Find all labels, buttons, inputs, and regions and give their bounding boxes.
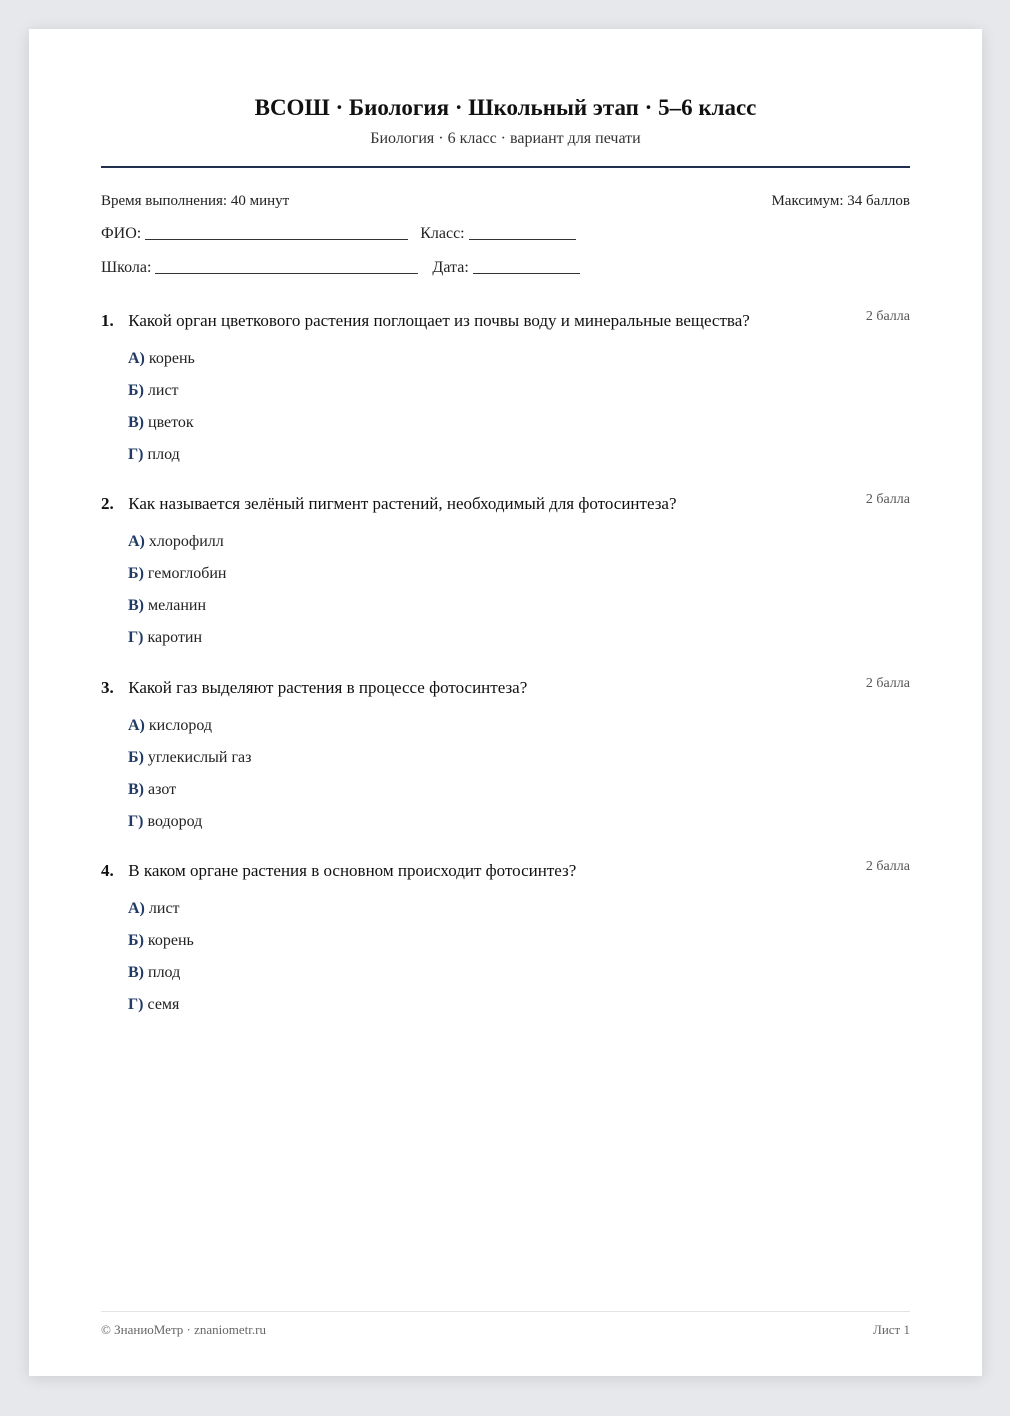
question-3: [101, 676, 910, 830]
footer-sheet-number: Лист 1: [873, 1322, 910, 1337]
question-header: [101, 494, 910, 518]
answer-option-c[interactable]: [128, 780, 251, 812]
option-letter: Б): [128, 382, 144, 399]
question-points: 2 балла: [865, 859, 910, 874]
answer-option-d[interactable]: [128, 628, 226, 660]
answer-option-d[interactable]: [128, 812, 251, 844]
question-4: [101, 859, 910, 1013]
question-number: 2.: [101, 494, 114, 513]
answer-option-b[interactable]: [128, 748, 251, 780]
question-text: Как называется зелёный пигмент растений, необходимый для фотосинтеза?: [128, 494, 677, 513]
answer-option-c[interactable]: [128, 413, 195, 445]
option-text: меланин: [148, 597, 206, 614]
question-2: [101, 492, 910, 646]
footer-divider: [101, 1311, 910, 1312]
date-label: Дата:: [432, 259, 469, 276]
answer-option-d[interactable]: [128, 445, 195, 477]
school-label: Школа:: [101, 259, 152, 276]
answer-option-a[interactable]: [128, 716, 251, 748]
question-points: 2 балла: [865, 309, 910, 324]
school-blank: [155, 272, 418, 274]
time-limit: Время выполнения: 40 минут: [101, 193, 290, 209]
answer-option-b[interactable]: [128, 931, 194, 963]
printable-sheet: [29, 29, 982, 1376]
page-subtitle: Биология · 6 класс · вариант для печати: [370, 130, 641, 147]
question-number: 4.: [101, 861, 114, 880]
option-text: лист: [147, 382, 179, 399]
option-letter: Г): [128, 446, 144, 463]
option-text: водород: [147, 813, 203, 830]
answer-options: [128, 899, 194, 1027]
option-letter: Г): [128, 629, 144, 646]
option-letter: В): [128, 597, 144, 614]
answer-option-a[interactable]: [128, 899, 194, 931]
fields-row-school-date: [101, 259, 580, 277]
fio-blank: [145, 238, 408, 240]
option-text: каротин: [147, 629, 203, 646]
question-number: 1.: [101, 311, 114, 330]
option-letter: Б): [128, 565, 144, 582]
date-blank: [473, 272, 580, 274]
class-label: Класс:: [420, 225, 465, 242]
question-text: Какой газ выделяют растения в процессе фотосинтеза?: [128, 678, 528, 697]
option-text: хлорофилл: [148, 533, 224, 550]
answer-option-c[interactable]: [128, 963, 194, 995]
option-text: цветок: [148, 414, 194, 431]
option-text: плод: [147, 446, 180, 463]
answer-options: [128, 349, 195, 477]
option-text: кислород: [148, 717, 212, 734]
question-number: 3.: [101, 678, 114, 697]
answer-options: [128, 532, 226, 660]
option-text: углекислый газ: [147, 749, 252, 766]
option-text: плод: [148, 964, 181, 981]
option-text: корень: [148, 350, 195, 367]
question-header: [101, 861, 910, 885]
option-text: азот: [148, 781, 177, 798]
option-text: гемоглобин: [147, 565, 227, 582]
option-letter: Г): [128, 996, 144, 1013]
option-letter: А): [128, 717, 145, 734]
option-letter: В): [128, 414, 144, 431]
answer-options: [128, 716, 251, 844]
question-text: Какой орган цветкового растения поглощает из почвы воду и минеральные вещества?: [128, 311, 750, 330]
question-points: 2 балла: [865, 676, 910, 691]
answer-option-a[interactable]: [128, 349, 195, 381]
class-blank: [469, 238, 576, 240]
header-divider: [101, 166, 910, 168]
option-letter: А): [128, 900, 145, 917]
fio-label: ФИО:: [101, 225, 142, 242]
option-letter: В): [128, 781, 144, 798]
answer-option-b[interactable]: [128, 564, 226, 596]
max-score: Максимум: 34 баллов: [771, 193, 910, 209]
option-letter: Г): [128, 813, 144, 830]
question-points: 2 балла: [865, 492, 910, 507]
question-text: В каком органе растения в основном происходит фотосинтез?: [128, 861, 577, 880]
option-text: корень: [147, 932, 194, 949]
answer-option-c[interactable]: [128, 596, 226, 628]
option-letter: Б): [128, 749, 144, 766]
question-1: [101, 309, 910, 463]
answer-option-a[interactable]: [128, 532, 226, 564]
option-letter: В): [128, 964, 144, 981]
page-title: ВСОШ · Биология · Школьный этап · 5–6 класс: [254, 95, 757, 120]
fields-row-name-class: [101, 225, 576, 243]
option-text: семя: [147, 996, 180, 1013]
footer-copyright: © ЗнаниоМетр · znaniometr.ru: [101, 1322, 266, 1337]
option-letter: А): [128, 350, 145, 367]
question-header: [101, 678, 910, 702]
answer-option-b[interactable]: [128, 381, 195, 413]
option-letter: А): [128, 533, 145, 550]
answer-option-d[interactable]: [128, 995, 194, 1027]
option-letter: Б): [128, 932, 144, 949]
question-header: [101, 311, 910, 335]
option-text: лист: [148, 900, 180, 917]
